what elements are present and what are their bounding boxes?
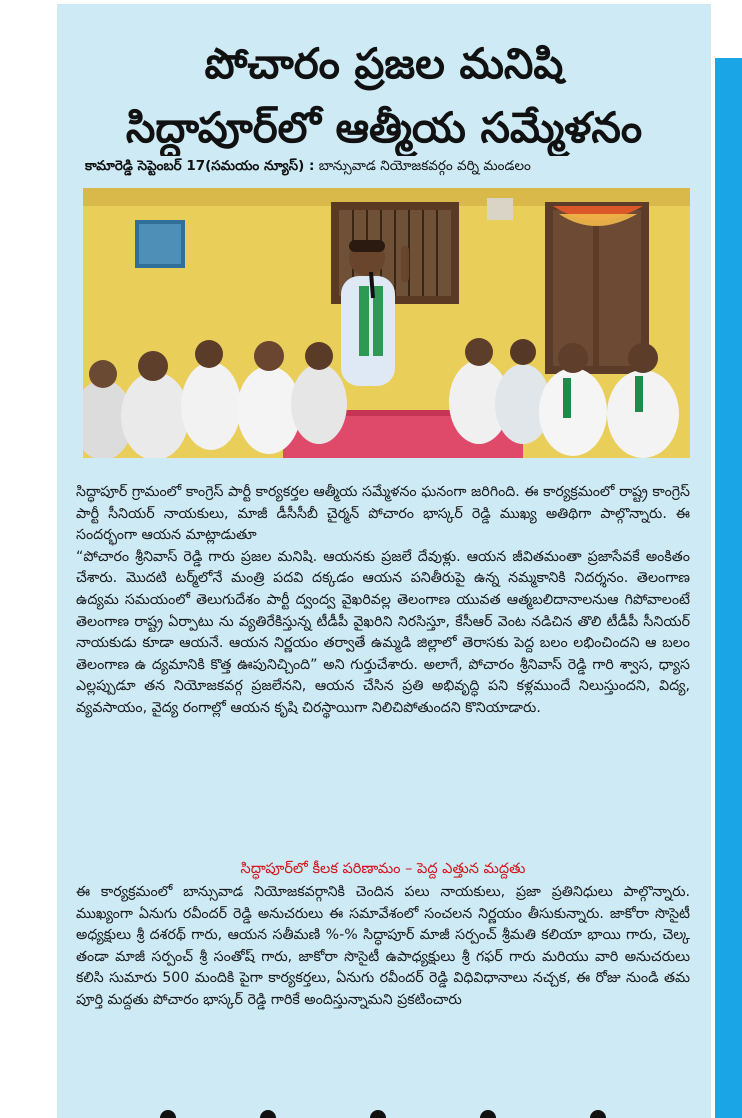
- next-headline-cutoff: [150, 1108, 620, 1118]
- dateline: [85, 156, 695, 176]
- meeting-photo: [83, 188, 690, 458]
- headline-line-2: సిద్ధాపూర్‌లో ఆత్మీయ సమ్మేళనం: [125, 103, 643, 152]
- page-edge-bar: [715, 58, 742, 1118]
- paragraph-3: ఈ కార్యక్రమంలో బాన్సువాడ నియోజకవర్గానికి చెందిన పలు నాయకులు, ప్రజా ప్రతినిధులు పాల్గొన్నారు. ముఖ్యంగా ఏనుగు రవీందర్ రెడ్డి అనుచరులు ఈ సమావేశంలో సంచలన నిర్ణయం తీసుకున్నారు. జాకోరా సొసైటీ అధ్యక్షులు శ్రీ దశరథ్ గారు, ఆయన సతీమణి %-% సిద్ధాపూర్ మాజీ సర్పంచ్ శ్రీమతి కలియా భాయి గారు, చెల్క తండా మాజీ సర్పంచ్ శ్రీ సంతోష్ గారు, జాకోరా సొసైటీ ఉపాధ్యక్షులు శ్రీ గఫర్ గారు మరియు వారి అనుచరులు కలిసి సుమారు 500 మందికి పైగా కార్యకర్తలు, ఏనుగు రవీందర్ రెడ్డి విధివిధానాలు నచ్చక, ఈ రోజు నుండి తమ పూర్తి మద్దతు పోచారం భాస్కర్ రెడ్డి గారికే అందిస్తున్నామని ప్రకటించారు: [76, 884, 690, 1008]
- article-body-part1: [76, 482, 690, 720]
- dateline-text: బాన్సువాడ నియోజకవర్గం వర్ని మండలం: [314, 158, 531, 174]
- headline-line-1: పోచారం ప్రజల మనిషి: [204, 39, 564, 88]
- subheading: సిద్ధాపూర్‌లో కీలక పరిణామం – పెద్ద ఎత్తున మద్దతు: [240, 861, 526, 877]
- article-body-part2: [76, 882, 690, 1012]
- paragraph-2: “పోచారం శ్రీనివాస్ రెడ్డి గారు ప్రజల మనిషి. ఆయనకు ప్రజలే దేవుళ్లు. ఆయన జీవితమంతా ప్రజాసేవకే అంకితం చేశారు. మొదటి టర్మ్‌లోనే మంత్రి పదవి దక్కడం ఆయన పనితీరుపై ఉన్న నమ్మకానికి నిదర్శనం. తెలంగాణ ఉద్యమ సమయంలో తెలుగుదేశం పార్టీ ద్వంద్వ వైఖరివల్ల తెలంగాణ యువత ఆత్మబలిదానాలనుఆ గిపోవాలంటే తెలంగాణ రాష్ట్ర ఏర్పాటు ను వ్యతిరేకిస్తున్న టీడీపీ వైఖరిని నిరసిస్తూ, కేసీఆర్ వెంట నడిచిన తొలి టీడీపీ సీనియర్ నాయకుడు కూడా ఆయనే. ఆయన నిర్ణయం తర్వాతే ఉమ్మడి జిల్లాలో తెరాసకు పెద్ద బలం లభించిందని ఆ బలం తెలంగాణ ఉ ద్యమానికి కొత్త ఊపునిచ్చింది” అని గుర్తుచేశారు. అలాగే, పోచారం శ్రీనివాస్ రెడ్డి గారి శ్వాస, ధ్యాస ఎల్లప్పుడూ తన నియోజకవర్గ ప్రజలేనని, ఆయన చేసిన ప్రతి అభివృద్ధి పని కళ్లముందే నిలుస్తుందని, విద్య, వ్యవసాయం, వైద్య రంగాల్లో ఆయన కృషి చిరస్థాయిగా నిలిచిపోతుందని కొనియాడారు.: [76, 548, 690, 716]
- paragraph-1: సిద్ధాపూర్ గ్రామంలో కాంగ్రెస్ పార్టీ కార్యకర్తల ఆత్మీయ సమ్మేళనం ఘనంగా జరిగింది. ఈ కార్యక్రమంలో రాష్ట్ర కాంగ్రెస్ పార్టీ సీనియర్ నాయకులు, మాజీ డీసీసీబీ చైర్మన్ పోచారం భాస్కర్ రెడ్డి ముఖ్య అతిథిగా పాల్గొన్నారు. ఈ సందర్భంగా ఆయన మాట్లాడుతూ: [76, 484, 690, 544]
- meeting-photo-illustration: [83, 188, 690, 458]
- dateline-source: కామారెడ్డి సెప్టెంబర్ 17(సమయం న్యూస్) :: [85, 158, 315, 174]
